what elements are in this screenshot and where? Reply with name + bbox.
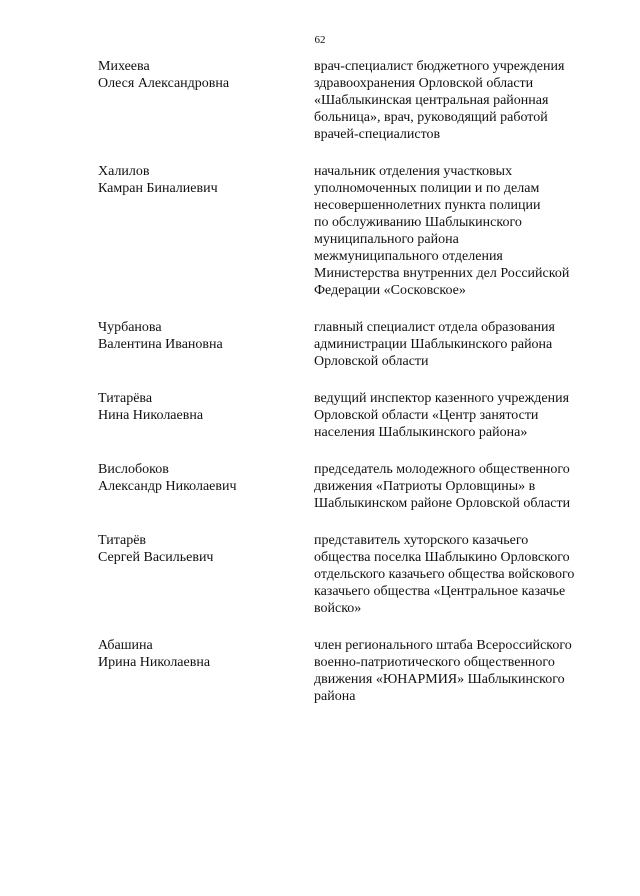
member-surname: Титарёв xyxy=(98,533,147,548)
position-line: отдельского казачьего общества войскового xyxy=(314,567,575,582)
position-line: войско» xyxy=(314,601,362,616)
member-position xyxy=(314,461,614,512)
member-entry xyxy=(0,461,640,512)
member-surname: Вислобоков xyxy=(98,462,169,477)
member-entry xyxy=(0,319,640,370)
position-line: несовершеннолетних пункта полиции xyxy=(314,198,541,213)
position-line: здравоохранения Орловской области xyxy=(314,76,534,91)
member-entry xyxy=(0,390,640,441)
member-name xyxy=(98,461,308,512)
position-line: движения «Патриоты Орловщины» в xyxy=(314,479,536,494)
member-given-names: Ирина Николаевна xyxy=(98,655,211,670)
member-surname: Абашина xyxy=(98,638,153,653)
member-position xyxy=(314,319,614,370)
position-line: начальник отделения участковых xyxy=(314,164,513,179)
member-entry xyxy=(0,637,640,705)
member-list xyxy=(0,58,640,725)
member-entry xyxy=(0,532,640,617)
position-line: Министерства внутренних дел Российской xyxy=(314,266,570,281)
position-line: больница», врач, руководящий работой xyxy=(314,110,548,125)
position-line: движения «ЮНАРМИЯ» Шаблыкинского xyxy=(314,672,565,687)
member-position xyxy=(314,637,614,705)
member-entry xyxy=(0,163,640,299)
position-line: казачьего общества «Центральное казачье xyxy=(314,584,566,599)
member-given-names: Нина Николаевна xyxy=(98,408,204,423)
position-line: председатель молодежного общественного xyxy=(314,462,570,477)
member-position xyxy=(314,390,614,441)
position-line: «Шаблыкинская центральная районная xyxy=(314,93,549,108)
position-line: Орловской области xyxy=(314,354,429,369)
member-name xyxy=(98,637,308,705)
position-line: администрации Шаблыкинского района xyxy=(314,337,553,352)
position-line: Орловской области «Центр занятости xyxy=(314,408,539,423)
member-position xyxy=(314,163,614,299)
position-line: муниципального района xyxy=(314,232,459,247)
position-line: общества поселка Шаблыкино Орловского xyxy=(314,550,570,565)
position-line: член регионального штаба Всероссийского xyxy=(314,638,572,653)
member-name xyxy=(98,319,308,370)
position-line: военно-патриотического общественного xyxy=(314,655,555,670)
position-line: врач-специалист бюджетного учреждения xyxy=(314,59,565,74)
member-surname: Титарёва xyxy=(98,391,153,406)
position-line: врачей-специалистов xyxy=(314,127,441,142)
member-given-names: Валентина Ивановна xyxy=(98,337,223,352)
member-given-names: Сергей Васильевич xyxy=(98,550,214,565)
member-name xyxy=(98,390,308,441)
member-name xyxy=(98,163,308,299)
position-line: населения Шаблыкинского района» xyxy=(314,425,528,440)
page-number: 62 xyxy=(314,34,326,46)
member-surname: Чурбанова xyxy=(98,320,162,335)
position-line: уполномоченных полиции и по делам xyxy=(314,181,540,196)
member-name xyxy=(98,58,308,143)
member-position xyxy=(314,532,614,617)
position-line: представитель хуторского казачьего xyxy=(314,533,529,548)
position-line: ведущий инспектор казенного учреждения xyxy=(314,391,570,406)
member-surname: Халилов xyxy=(98,164,150,179)
position-line: главный специалист отдела образования xyxy=(314,320,555,335)
member-name xyxy=(98,532,308,617)
position-line: Федерации «Сосковское» xyxy=(314,283,466,298)
position-line: района xyxy=(314,689,356,704)
position-line: Шаблыкинском районе Орловской области xyxy=(314,496,571,511)
member-given-names: Олеся Александровна xyxy=(98,76,230,91)
member-given-names: Александр Николаевич xyxy=(98,479,237,494)
member-surname: Михеева xyxy=(98,59,150,74)
member-entry xyxy=(0,58,640,143)
position-line: по обслуживанию Шаблыкинского xyxy=(314,215,522,230)
member-position xyxy=(314,58,614,143)
member-given-names: Камран Биналиевич xyxy=(98,181,218,196)
position-line: межмуниципального отделения xyxy=(314,249,503,264)
